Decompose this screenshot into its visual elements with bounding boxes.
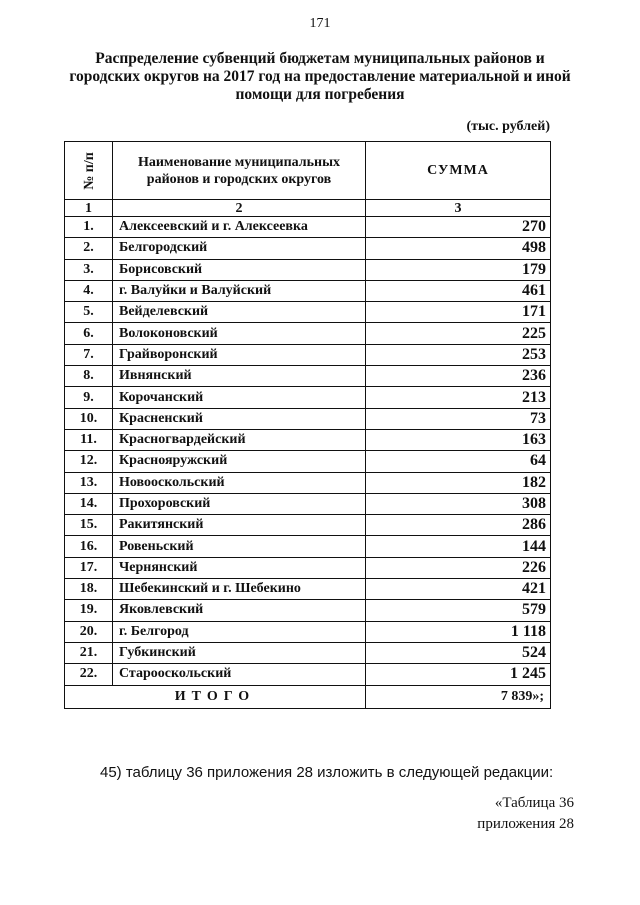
table-reference-line-1: «Таблица 36: [494, 795, 574, 811]
table-row: [65, 515, 551, 536]
row-number: 18.: [65, 579, 113, 600]
column-index-row: [65, 200, 551, 217]
row-name: Корочанский: [113, 387, 366, 408]
header-sum: СУММА: [366, 142, 551, 200]
row-value: 182: [366, 472, 551, 493]
row-number: 1.: [65, 217, 113, 238]
header-number: [65, 142, 113, 200]
table-header-row: [65, 142, 551, 200]
row-name: Шебекинский и г. Шебекино: [113, 579, 366, 600]
row-name: Яковлевский: [113, 600, 366, 621]
page-number: 171: [309, 16, 331, 31]
row-value: 579: [366, 600, 551, 621]
row-number: 21.: [65, 642, 113, 663]
row-name: Ровеньский: [113, 536, 366, 557]
amendment-instruction: 45) таблицу 36 приложения 28 изложить в следующей редакции:: [100, 764, 554, 781]
table-row: [65, 557, 551, 578]
row-name: Вейделевский: [113, 302, 366, 323]
row-number: 11.: [65, 429, 113, 450]
row-value: 163: [366, 429, 551, 450]
row-number: 2.: [65, 238, 113, 259]
row-value: 270: [366, 217, 551, 238]
row-name: Волоконовский: [113, 323, 366, 344]
row-number: 20.: [65, 621, 113, 642]
table-row: [65, 579, 551, 600]
row-number: 5.: [65, 302, 113, 323]
row-number: 10.: [65, 408, 113, 429]
row-value: 64: [366, 451, 551, 472]
table-row: [65, 600, 551, 621]
row-number: 3.: [65, 259, 113, 280]
row-value: 461: [366, 280, 551, 301]
row-value: 524: [366, 642, 551, 663]
table-row: [65, 259, 551, 280]
table-row: [65, 302, 551, 323]
row-value: 308: [366, 493, 551, 514]
subsidy-table: [64, 141, 551, 709]
row-name: Ивнянский: [113, 366, 366, 387]
row-value: 73: [366, 408, 551, 429]
table-row: [65, 664, 551, 685]
row-value: 253: [366, 344, 551, 365]
table-row: [65, 642, 551, 663]
row-value: 213: [366, 387, 551, 408]
table-row: [65, 366, 551, 387]
row-name: Краснояружский: [113, 451, 366, 472]
row-value: 1 245: [366, 664, 551, 685]
row-value: 226: [366, 557, 551, 578]
column-index-2: 2: [113, 200, 366, 217]
table-reference-line-2: приложения 28: [477, 816, 574, 832]
table-row: [65, 408, 551, 429]
row-name: Новооскольский: [113, 472, 366, 493]
table-row: [65, 472, 551, 493]
table-row: [65, 323, 551, 344]
row-value: 1 118: [366, 621, 551, 642]
row-name: Старооскольский: [113, 664, 366, 685]
row-number: 17.: [65, 557, 113, 578]
row-name: Ракитянский: [113, 515, 366, 536]
row-value: 144: [366, 536, 551, 557]
row-name: Чернянский: [113, 557, 366, 578]
row-value: 498: [366, 238, 551, 259]
row-number: 4.: [65, 280, 113, 301]
table-row: [65, 238, 551, 259]
table-row: [65, 344, 551, 365]
column-index-1: 1: [65, 200, 113, 217]
row-value: 171: [366, 302, 551, 323]
row-value: 225: [366, 323, 551, 344]
table-row: [65, 387, 551, 408]
row-name: Белгородский: [113, 238, 366, 259]
units-label: (тыс. рублей): [466, 119, 550, 134]
row-name: Красненский: [113, 408, 366, 429]
row-name: Губкинский: [113, 642, 366, 663]
row-number: 15.: [65, 515, 113, 536]
row-number: 22.: [65, 664, 113, 685]
row-number: 6.: [65, 323, 113, 344]
total-label: ИТОГО: [65, 685, 366, 708]
row-name: Красногвардейский: [113, 429, 366, 450]
table-row: [65, 429, 551, 450]
row-value: 179: [366, 259, 551, 280]
row-number: 9.: [65, 387, 113, 408]
row-value: 421: [366, 579, 551, 600]
document-title: Распределение субвенций бюджетам муниципальных районов и городских округов на 2017 год на предоставление материальной и иной помощи для погребения: [69, 50, 571, 103]
row-number: 7.: [65, 344, 113, 365]
row-name: Борисовский: [113, 259, 366, 280]
table-row: [65, 536, 551, 557]
total-row: [65, 685, 551, 708]
table-row: [65, 621, 551, 642]
row-value: 286: [366, 515, 551, 536]
table-reference: [477, 793, 574, 835]
row-number: 14.: [65, 493, 113, 514]
row-number: 8.: [65, 366, 113, 387]
header-name: Наименование муниципальных районов и городских округов: [113, 142, 366, 200]
table-row: [65, 493, 551, 514]
table-body: [65, 217, 551, 686]
header-number-label: № п/п: [81, 151, 97, 190]
row-value: 236: [366, 366, 551, 387]
column-index-3: 3: [366, 200, 551, 217]
row-number: 13.: [65, 472, 113, 493]
row-number: 19.: [65, 600, 113, 621]
row-name: Прохоровский: [113, 493, 366, 514]
table-row: [65, 217, 551, 238]
row-name: Грайворонский: [113, 344, 366, 365]
row-number: 16.: [65, 536, 113, 557]
table-row: [65, 451, 551, 472]
table-row: [65, 280, 551, 301]
row-name: г. Валуйки и Валуйский: [113, 280, 366, 301]
row-name: г. Белгород: [113, 621, 366, 642]
row-name: Алексеевский и г. Алексеевка: [113, 217, 366, 238]
total-value: 7 839»;: [366, 685, 551, 708]
row-number: 12.: [65, 451, 113, 472]
